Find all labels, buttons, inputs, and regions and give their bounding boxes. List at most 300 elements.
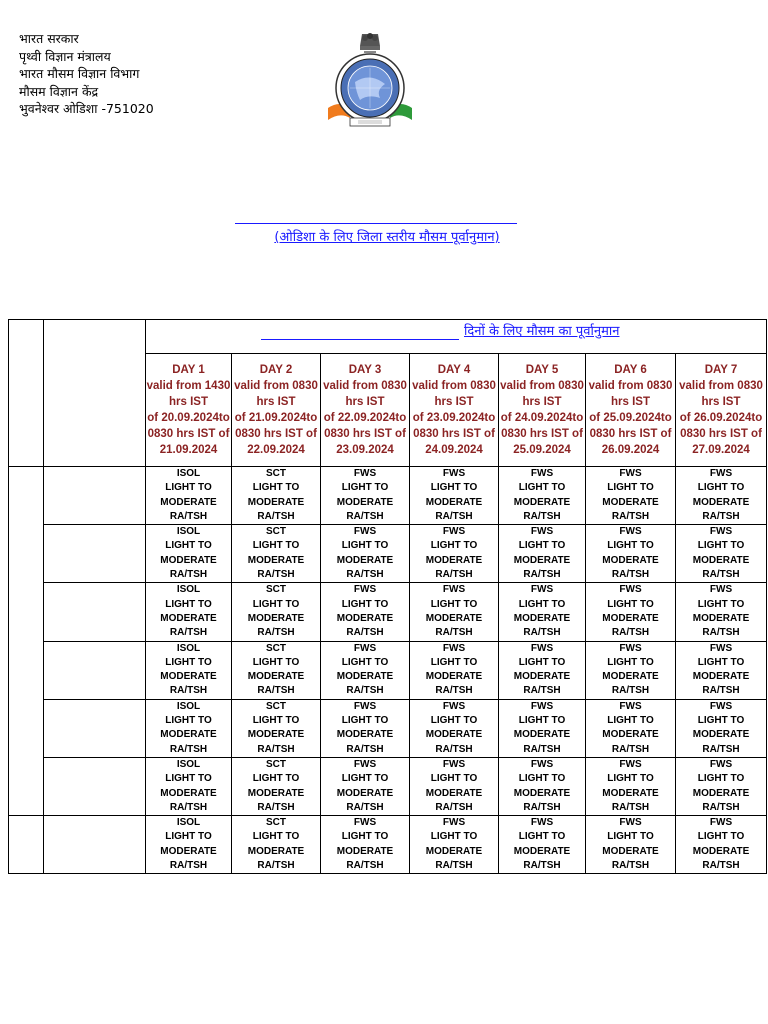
forecast-cell [499, 583, 586, 641]
forecast-cell [676, 816, 767, 874]
forecast-text: RA/TSH [257, 569, 295, 581]
forecast-text: LIGHT TO [430, 656, 478, 668]
district-cell [44, 525, 146, 583]
forecast-text: RA/TSH [346, 860, 384, 872]
forecast-text: RA/TSH [346, 743, 384, 755]
forecast-cell [586, 757, 676, 815]
forecast-text: MODERATE [513, 729, 571, 741]
forecast-text: MODERATE [425, 612, 483, 624]
forecast-text: LIGHT TO [341, 598, 389, 610]
day-label: DAY 7 [704, 364, 738, 376]
address-line: भुवनेश्वर ओडिशा -751020 [19, 101, 154, 116]
forecast-text: RA/TSH [435, 510, 473, 522]
forecast-text: LIGHT TO [430, 715, 478, 727]
forecast-text: MODERATE [692, 671, 750, 683]
page-title: (ओडिशा के लिए जिला स्तरीय मौसम पूर्वानुमान) [274, 230, 500, 245]
forecast-text: RA/TSH [523, 801, 561, 813]
forecast-cell [410, 816, 499, 874]
forecast-text: FWS [353, 817, 377, 829]
forecast-text: FWS [353, 642, 377, 654]
district-cell [44, 641, 146, 699]
forecast-text: MODERATE [247, 787, 305, 799]
forecast-text: RA/TSH [611, 685, 650, 697]
day-validity-line: of 20.09.2024to [147, 412, 230, 424]
forecast-text: MODERATE [247, 612, 305, 624]
forecast-cell [676, 641, 767, 699]
forecast-text: RA/TSH [611, 860, 650, 872]
day-header-cell [232, 354, 321, 467]
forecast-text: LIGHT TO [607, 598, 654, 610]
forecast-cell [499, 816, 586, 874]
forecast-text: MODERATE [513, 554, 571, 566]
forecast-banner: दिनों के लिए मौसम का पूर्वानुमान [464, 324, 620, 339]
address-line: भारत मौसम विज्ञान विभाग [19, 66, 140, 81]
forecast-text: FWS [530, 468, 554, 479]
forecast-text: FWS [442, 817, 466, 829]
forecast-text: FWS [442, 468, 466, 479]
forecast-text: RA/TSH [346, 569, 384, 581]
forecast-text: LIGHT TO [607, 482, 654, 494]
forecast-text: MODERATE [336, 671, 394, 683]
forecast-text: RA/TSH [346, 685, 384, 697]
forecast-text: FWS [619, 817, 642, 829]
forecast-text: FWS [619, 700, 642, 712]
forecast-text: MODERATE [425, 554, 483, 566]
forecast-text: RA/TSH [611, 801, 650, 813]
table-row [9, 699, 767, 757]
forecast-text: RA/TSH [257, 860, 295, 872]
day-validity-line: hrs IST [434, 396, 474, 408]
forecast-text: LIGHT TO [252, 540, 300, 552]
forecast-cell [676, 699, 767, 757]
forecast-text: MODERATE [247, 845, 305, 857]
forecast-text: FWS [442, 526, 466, 538]
forecast-text: MODERATE [513, 845, 571, 857]
forecast-text: SCT [266, 584, 286, 596]
forecast-cell [232, 467, 321, 525]
forecast-text: MODERATE [602, 729, 659, 741]
forecast-text: MODERATE [602, 845, 659, 857]
forecast-text: RA/TSH [523, 685, 561, 697]
forecast-cell [586, 467, 676, 525]
day-validity-line: 0830 hrs IST of [413, 428, 495, 440]
forecast-text: LIGHT TO [518, 831, 566, 843]
forecast-text: MODERATE [160, 496, 217, 508]
forecast-text: MODERATE [692, 845, 750, 857]
forecast-text: RA/TSH [257, 685, 295, 697]
forecast-text: LIGHT TO [607, 715, 654, 727]
forecast-text: MODERATE [247, 671, 305, 683]
forecast-text: SCT [266, 468, 286, 479]
forecast-text: LIGHT TO [165, 831, 212, 843]
table-row [9, 757, 767, 815]
forecast-cell [676, 583, 767, 641]
forecast-text: FWS [442, 584, 466, 596]
office-address [19, 30, 154, 118]
forecast-text: LIGHT TO [430, 773, 478, 785]
forecast-text: RA/TSH [435, 743, 473, 755]
title-rule [235, 223, 517, 224]
forecast-text: FWS [530, 584, 554, 596]
forecast-text: MODERATE [425, 729, 483, 741]
day-validity-line: 24.09.2024 [425, 444, 483, 456]
forecast-text: RA/TSH [702, 685, 740, 697]
forecast-text: RA/TSH [702, 801, 740, 813]
forecast-text: MODERATE [160, 612, 217, 624]
forecast-text: MODERATE [336, 612, 394, 624]
forecast-text: FWS [442, 642, 466, 654]
forecast-text: MODERATE [513, 787, 571, 799]
address-line: मौसम विज्ञान केंद्र [19, 83, 99, 99]
forecast-text: LIGHT TO [165, 773, 212, 785]
forecast-text: LIGHT TO [430, 540, 478, 552]
day-validity-line: 23.09.2024 [336, 444, 394, 456]
day-header-cell [586, 354, 676, 467]
forecast-text: RA/TSH [611, 627, 650, 639]
forecast-text: LIGHT TO [430, 831, 478, 843]
forecast-text: FWS [619, 642, 642, 654]
forecast-text: RA/TSH [702, 860, 740, 872]
forecast-text: LIGHT TO [430, 598, 478, 610]
forecast-text: RA/TSH [523, 510, 561, 522]
forecast-cell [146, 641, 232, 699]
day-label: DAY 4 [437, 364, 471, 376]
forecast-cell [586, 583, 676, 641]
banner-cell [146, 320, 767, 354]
forecast-text: MODERATE [602, 612, 659, 624]
forecast-text: RA/TSH [435, 569, 473, 581]
day-validity-line: 0830 hrs IST of [147, 428, 230, 440]
forecast-text: RA/TSH [169, 569, 208, 581]
day-validity-line: of 22.09.2024to [323, 412, 407, 424]
forecast-cell [321, 525, 410, 583]
forecast-cell [232, 525, 321, 583]
imd-emblem-icon [320, 30, 420, 130]
forecast-text: FWS [530, 758, 554, 770]
day-validity-line: of 21.09.2024to [234, 412, 318, 424]
forecast-text: LIGHT TO [252, 715, 300, 727]
forecast-cell [586, 525, 676, 583]
forecast-cell [232, 699, 321, 757]
table-row [9, 525, 767, 583]
forecast-text: MODERATE [513, 612, 571, 624]
forecast-text: LIGHT TO [607, 540, 654, 552]
forecast-text: LIGHT TO [165, 540, 212, 552]
forecast-text: FWS [353, 526, 377, 538]
day-header-cell [146, 354, 232, 467]
forecast-text: FWS [709, 642, 733, 654]
day-validity-line: valid from 1430 [146, 380, 231, 392]
forecast-cell [410, 583, 499, 641]
forecast-text: MODERATE [602, 496, 659, 508]
forecast-text: RA/TSH [702, 743, 740, 755]
forecast-text: RA/TSH [611, 743, 650, 755]
forecast-cell [232, 816, 321, 874]
forecast-cell [232, 583, 321, 641]
day-label: DAY 3 [348, 364, 382, 376]
forecast-text: LIGHT TO [341, 773, 389, 785]
forecast-text: RA/TSH [435, 685, 473, 697]
forecast-text: RA/TSH [257, 743, 295, 755]
day-validity-line: valid from 0830 [500, 380, 584, 392]
forecast-text: LIGHT TO [252, 773, 300, 785]
day-validity-line: valid from 0830 [234, 380, 318, 392]
header-blank-cell [44, 320, 146, 467]
forecast-text: FWS [709, 468, 733, 479]
forecast-text: LIGHT TO [252, 656, 300, 668]
forecast-text: FWS [353, 584, 377, 596]
forecast-text: FWS [709, 817, 733, 829]
day-validity-line: of 25.09.2024to [589, 412, 672, 424]
forecast-cell [586, 699, 676, 757]
forecast-text: FWS [530, 817, 554, 829]
forecast-text: LIGHT TO [518, 656, 566, 668]
day-validity-line: hrs IST [345, 396, 385, 408]
forecast-text: RA/TSH [169, 860, 208, 872]
forecast-text: RA/TSH [169, 627, 208, 639]
forecast-text: ISOL [176, 817, 201, 829]
day-validity-line: valid from 0830 [588, 380, 673, 392]
day-validity-line: 25.09.2024 [513, 444, 571, 456]
day-validity-line: valid from 0830 [679, 380, 763, 392]
forecast-cell [499, 467, 586, 525]
day-validity-line: 0830 hrs IST of [680, 428, 762, 440]
forecast-text: RA/TSH [169, 685, 208, 697]
forecast-text: ISOL [176, 468, 201, 479]
forecast-text: LIGHT TO [518, 540, 566, 552]
day-validity-line: 26.09.2024 [601, 444, 660, 456]
forecast-text: LIGHT TO [697, 482, 745, 494]
forecast-text: LIGHT TO [341, 656, 389, 668]
forecast-text: RA/TSH [523, 860, 561, 872]
forecast-cell [499, 525, 586, 583]
forecast-text: RA/TSH [169, 743, 208, 755]
district-cell [44, 757, 146, 815]
forecast-text: LIGHT TO [252, 598, 300, 610]
forecast-cell [146, 699, 232, 757]
forecast-text: MODERATE [692, 612, 750, 624]
day-validity-line: 21.09.2024 [159, 444, 218, 456]
forecast-text: LIGHT TO [430, 482, 478, 494]
district-cell [44, 699, 146, 757]
day-validity-line: 22.09.2024 [247, 444, 305, 456]
forecast-text: MODERATE [602, 554, 659, 566]
forecast-text: SCT [266, 758, 286, 770]
forecast-cell [321, 641, 410, 699]
forecast-text: FWS [619, 584, 642, 596]
forecast-cell [321, 757, 410, 815]
forecast-text: MODERATE [692, 496, 750, 508]
forecast-text: RA/TSH [346, 627, 384, 639]
forecast-text: MODERATE [602, 787, 659, 799]
forecast-text: MODERATE [425, 845, 483, 857]
forecast-text: LIGHT TO [607, 656, 654, 668]
forecast-text: LIGHT TO [697, 715, 745, 727]
table-row [9, 583, 767, 641]
forecast-text: FWS [619, 526, 642, 538]
index-cell [9, 467, 44, 816]
forecast-text: LIGHT TO [607, 831, 654, 843]
forecast-cell [146, 525, 232, 583]
forecast-text: LIGHT TO [697, 656, 745, 668]
forecast-text: ISOL [176, 584, 201, 596]
forecast-text: LIGHT TO [518, 773, 566, 785]
forecast-text: FWS [442, 758, 466, 770]
forecast-text: FWS [353, 758, 377, 770]
forecast-text: FWS [530, 526, 554, 538]
table-row [9, 641, 767, 699]
forecast-text: RA/TSH [257, 510, 295, 522]
forecast-text: MODERATE [247, 554, 305, 566]
forecast-cell [146, 816, 232, 874]
day-validity-line: hrs IST [611, 396, 650, 408]
day-label: DAY 2 [259, 364, 293, 376]
forecast-text: SCT [266, 700, 286, 712]
day-validity-line: valid from 0830 [412, 380, 496, 392]
forecast-text: RA/TSH [257, 627, 295, 639]
forecast-text: SCT [266, 642, 286, 654]
forecast-text: RA/TSH [257, 801, 295, 813]
day-validity-line: valid from 0830 [323, 380, 407, 392]
forecast-text: MODERATE [336, 845, 394, 857]
forecast-text: LIGHT TO [165, 482, 212, 494]
day-validity-line: 0830 hrs IST of [324, 428, 406, 440]
table-row [9, 816, 767, 874]
forecast-text: RA/TSH [169, 801, 208, 813]
banner-rule [261, 339, 459, 340]
forecast-text: RA/TSH [611, 569, 650, 581]
forecast-text: RA/TSH [702, 569, 740, 581]
forecast-text: LIGHT TO [165, 598, 212, 610]
index-cell [9, 816, 44, 874]
forecast-text: FWS [530, 700, 554, 712]
day-validity-line: of 26.09.2024to [679, 412, 763, 424]
forecast-text: RA/TSH [169, 510, 208, 522]
forecast-cell [146, 467, 232, 525]
forecast-text: RA/TSH [702, 510, 740, 522]
forecast-table [8, 319, 767, 874]
forecast-cell [676, 467, 767, 525]
forecast-text: RA/TSH [435, 627, 473, 639]
forecast-text: MODERATE [160, 845, 217, 857]
forecast-text: LIGHT TO [165, 715, 212, 727]
day-validity-line: hrs IST [522, 396, 562, 408]
forecast-text: MODERATE [247, 496, 305, 508]
day-validity-line: 0830 hrs IST of [589, 428, 672, 440]
day-validity-line: 27.09.2024 [692, 444, 750, 456]
forecast-text: RA/TSH [611, 510, 650, 522]
district-cell [44, 816, 146, 874]
forecast-cell [499, 641, 586, 699]
header-blank-cell [9, 320, 44, 467]
table-row [9, 467, 767, 525]
forecast-text: LIGHT TO [697, 773, 745, 785]
forecast-text: MODERATE [160, 729, 217, 741]
forecast-text: LIGHT TO [697, 831, 745, 843]
forecast-text: ISOL [176, 526, 201, 538]
forecast-text: LIGHT TO [607, 773, 654, 785]
day-validity-line: hrs IST [256, 396, 296, 408]
forecast-text: FWS [442, 700, 466, 712]
forecast-cell [321, 467, 410, 525]
forecast-text: ISOL [176, 700, 201, 712]
forecast-text: ISOL [176, 758, 201, 770]
forecast-text: FWS [709, 584, 733, 596]
day-validity-line: 0830 hrs IST of [235, 428, 317, 440]
forecast-text: RA/TSH [523, 569, 561, 581]
day-validity-line: of 23.09.2024to [412, 412, 496, 424]
day-header-cell [676, 354, 767, 467]
forecast-text: MODERATE [160, 671, 217, 683]
forecast-text: MODERATE [336, 554, 394, 566]
forecast-text: MODERATE [160, 787, 217, 799]
forecast-text: SCT [266, 817, 286, 829]
forecast-text: LIGHT TO [518, 598, 566, 610]
forecast-cell [410, 699, 499, 757]
forecast-text: LIGHT TO [697, 540, 745, 552]
forecast-text: LIGHT TO [518, 715, 566, 727]
forecast-text: RA/TSH [346, 510, 384, 522]
forecast-text: MODERATE [513, 496, 571, 508]
district-cell [44, 583, 146, 641]
forecast-cell [499, 757, 586, 815]
forecast-text: FWS [619, 758, 642, 770]
day-header-cell [410, 354, 499, 467]
forecast-cell [232, 641, 321, 699]
forecast-cell [321, 583, 410, 641]
day-label: DAY 1 [172, 364, 205, 376]
day-header-cell [499, 354, 586, 467]
forecast-cell [586, 641, 676, 699]
forecast-text: MODERATE [336, 496, 394, 508]
forecast-text: RA/TSH [346, 801, 384, 813]
forecast-text: MODERATE [692, 787, 750, 799]
forecast-text: LIGHT TO [697, 598, 745, 610]
forecast-cell [586, 816, 676, 874]
forecast-cell [676, 757, 767, 815]
forecast-text: MODERATE [336, 729, 394, 741]
forecast-cell [321, 816, 410, 874]
forecast-text: MODERATE [602, 671, 659, 683]
forecast-text: MODERATE [692, 554, 750, 566]
forecast-cell [410, 641, 499, 699]
day-header-cell [321, 354, 410, 467]
forecast-text: FWS [709, 758, 733, 770]
forecast-text: LIGHT TO [341, 831, 389, 843]
forecast-text: LIGHT TO [165, 656, 212, 668]
forecast-text: MODERATE [247, 729, 305, 741]
day-validity-line: hrs IST [169, 396, 208, 408]
forecast-text: MODERATE [692, 729, 750, 741]
day-label: DAY 5 [525, 364, 559, 376]
forecast-text: FWS [353, 700, 377, 712]
forecast-text: LIGHT TO [341, 715, 389, 727]
day-validity-line: of 24.09.2024to [500, 412, 584, 424]
forecast-text: FWS [709, 700, 733, 712]
forecast-text: FWS [709, 526, 733, 538]
district-cell [44, 467, 146, 525]
day-validity-line: 0830 hrs IST of [501, 428, 583, 440]
forecast-text: RA/TSH [523, 743, 561, 755]
forecast-text: MODERATE [425, 671, 483, 683]
forecast-text: SCT [266, 526, 286, 538]
forecast-text: LIGHT TO [252, 831, 300, 843]
forecast-text: LIGHT TO [341, 540, 389, 552]
forecast-cell [232, 757, 321, 815]
forecast-cell [410, 525, 499, 583]
forecast-text: LIGHT TO [252, 482, 300, 494]
forecast-cell [146, 757, 232, 815]
